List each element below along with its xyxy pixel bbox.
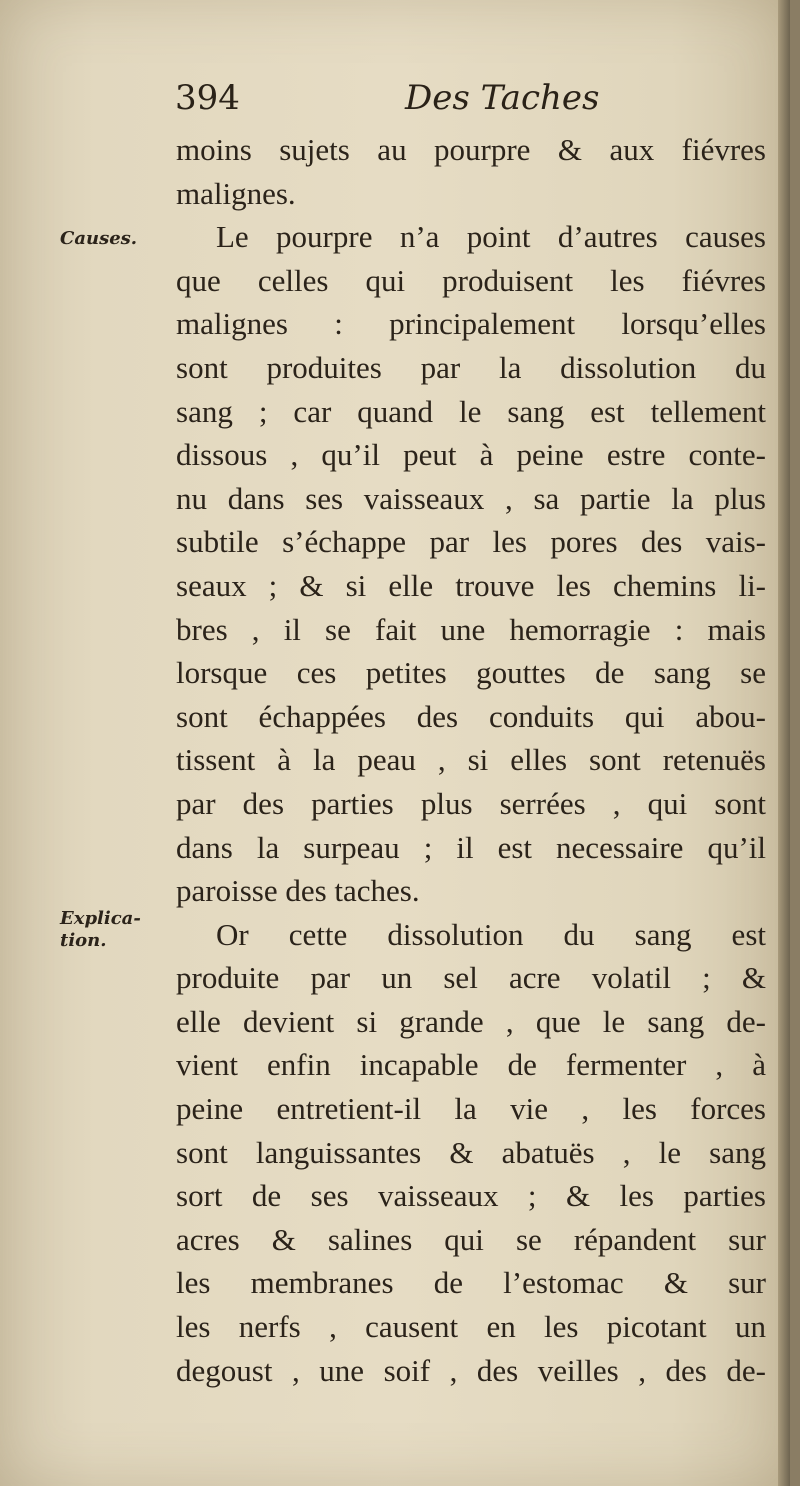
text-line: tissent à la peau , si elles sont retenuës: [176, 742, 766, 778]
text-line: les nerfs , causent en les picotant un: [176, 1309, 766, 1345]
text-line: sont languissantes & abatuës , le sang: [176, 1134, 766, 1170]
text-line: que celles qui produisent les fiévres: [176, 262, 766, 298]
text-line: vient enfin incapable de fermenter , à: [176, 1047, 766, 1083]
page-number: 394: [175, 78, 240, 118]
text-line: lorsque ces petites gouttes de sang se: [176, 655, 766, 691]
margin-note-explication-line1: Explica-: [60, 908, 141, 929]
text-line: Le pourpre n’a point d’autres causes: [216, 219, 766, 255]
margin-note-explication: [60, 908, 141, 952]
text-line: par des parties plus serrées , qui sont: [176, 785, 766, 821]
text-line: acres & salines qui se répandent sur: [176, 1221, 766, 1257]
page-header: [175, 78, 765, 128]
text-line: sort de ses vaisseaux ; & les parties: [176, 1178, 766, 1214]
page-edge: [778, 0, 790, 1486]
text-line: sang ; car quand le sang est tellement: [176, 393, 766, 429]
text-line: peine entretient-il la vie , les forces: [176, 1091, 766, 1127]
margin-note-causes: [60, 228, 137, 250]
text-line: produite par un sel acre volatil ; &: [176, 960, 766, 996]
margin-note-causes-text: Causes.: [60, 228, 138, 249]
body-text: [176, 128, 766, 1392]
text-line: dissous , qu’il peut à peine estre conte-: [176, 437, 766, 473]
text-line: subtile s’échappe par les pores des vais-: [176, 524, 766, 560]
text-line: elle devient si grande , que le sang de-: [176, 1003, 766, 1039]
text-line: Or cette dissolution du sang est: [216, 916, 766, 952]
text-line: sont produites par la dissolution du: [176, 349, 766, 385]
margin-note-explication-line2: tion.: [60, 930, 107, 951]
text-line: dans la surpeau ; il est necessaire qu’il: [176, 829, 766, 865]
text-line: moins sujets au pourpre & aux fiévres: [176, 132, 766, 167]
text-line: nu dans ses vaisseaux , sa partie la plus: [176, 480, 766, 516]
text-line: bres , il se fait une hemorragie : mais: [176, 611, 766, 647]
text-line: les membranes de l’estomac & sur: [176, 1265, 766, 1301]
text-line: malignes.: [176, 175, 296, 211]
text-line: sont échappées des conduits qui abou-: [176, 698, 766, 734]
running-title: Des Taches: [405, 78, 600, 118]
text-line: malignes : principalement lorsqu’elles: [176, 306, 766, 342]
text-line: degoust , une soif , des veilles , des de-: [176, 1352, 766, 1388]
text-line: paroisse des taches.: [176, 873, 420, 909]
text-line: seaux ; & si elle trouve les chemins li-: [176, 567, 766, 603]
